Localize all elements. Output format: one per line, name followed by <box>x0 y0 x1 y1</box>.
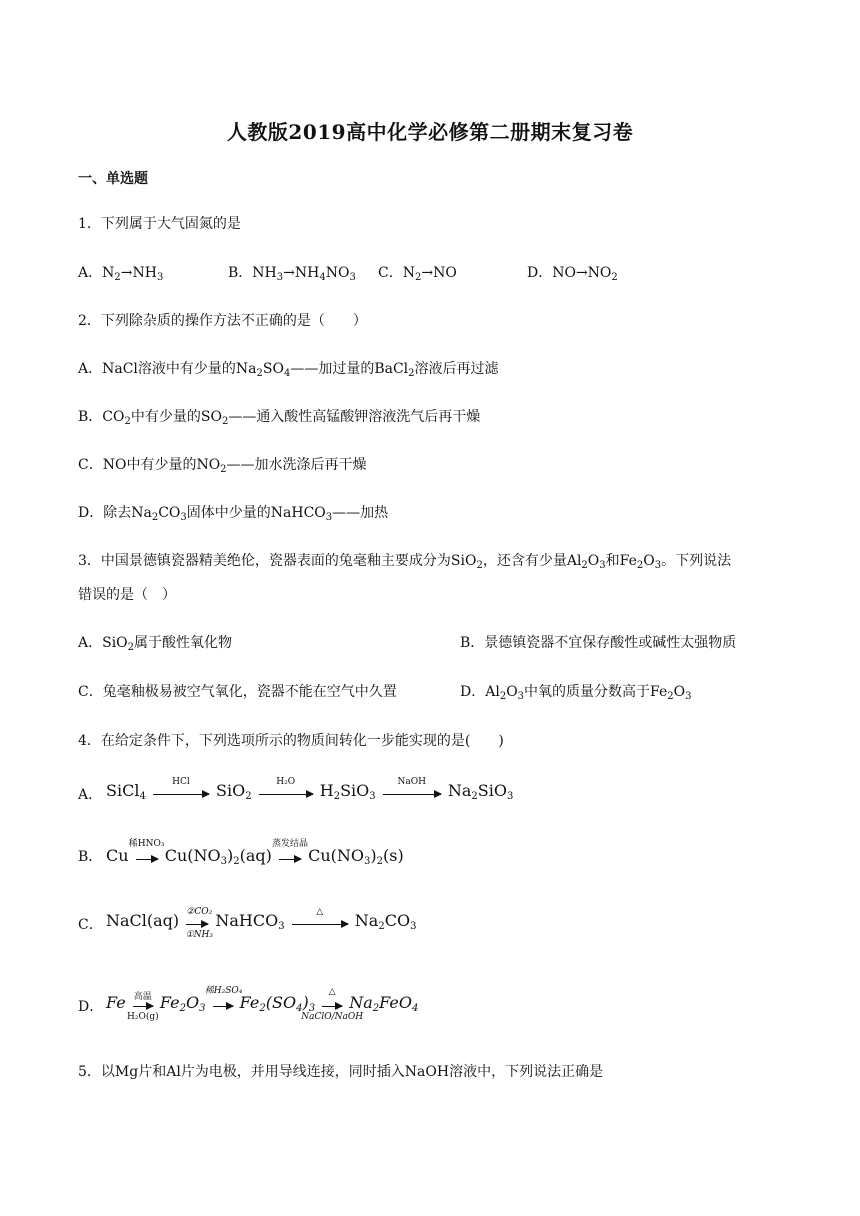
question-1-option-d[interactable]: D．$NO\to NO_2$ <box>527 265 618 283</box>
page-title: 人教版2019高中化学必修第二册期末复习卷 <box>226 120 634 144</box>
question-4-option-a-label[interactable]: A． <box>78 787 103 803</box>
question-1-stem: 1．下列属于大气固氮的是 <box>78 216 241 232</box>
question-1-option-c[interactable]: C．$N_2\to NO$ <box>378 265 457 283</box>
question-3-stem-line-1: 3．中国景德镇瓷器精美绝伦，瓷器表面的兔毫釉主要成分为SiO$_2$，还含有少量$Al_2O_3$和$Fe_2O_3$。下列说法 <box>78 553 732 571</box>
question-4-option-c-label[interactable]: C． <box>78 917 103 933</box>
question-3-option-d[interactable]: D．$Al_2O_3$中氧的质量分数高于$Fe_2O_3$ <box>460 684 692 702</box>
question-3-option-a[interactable]: A．SiO$_2$属于酸性氧化物 <box>78 635 233 653</box>
question-1-option-a[interactable]: A．$N_2\to NH_3$ <box>78 265 164 283</box>
question-4-option-d-label[interactable]: D． <box>78 999 104 1015</box>
question-4-option-b-label[interactable]: B． <box>78 849 103 865</box>
question-4-stem: 4．在给定条件下，下列选项所示的物质间转化一步能实现的是( ) <box>78 733 504 749</box>
question-1-option-b[interactable]: B．$NH_3\to NH_4NO_3$ <box>228 265 356 283</box>
question-2-option-c[interactable]: C．NO中有少量的$NO_2——$加水洗涤后再干燥 <box>78 457 367 475</box>
question-3-option-b[interactable]: B．景德镇瓷器不宜保存酸性或碱性太强物质 <box>460 635 737 651</box>
question-4-option-d-equation: Fe 高温 H₂O(g) $Fe_2O_3$ 稀H₂SO₄ $Fe_2(SO_4)_3$ △ NaClO/NaOH $Na_2FeO_4$ <box>106 986 419 1022</box>
question-2-option-b[interactable]: B．$CO_2$中有少量的$SO_2——$通入酸性高锰酸钾溶液洗气后再干燥 <box>78 409 481 427</box>
question-4-option-a-equation: SiCl$_4$ HCl SiO$_2$ H₂O $H_2SiO_3$ NaOH $Na_2SiO_3$ <box>106 777 514 802</box>
question-2-stem: 2．下列除杂质的操作方法不正确的是（ ） <box>78 313 367 329</box>
question-2-option-d[interactable]: D．除去$Na_2CO_3$固体中少量的NaHCO$_3$——加热 <box>78 505 389 523</box>
question-2-option-a[interactable]: A．NaCl溶液中有少量的$Na_2SO_4——$加过量的BaCl$_2$溶液后再过滤 <box>78 361 499 379</box>
question-4-option-b-equation: Cu 稀HNO₃ $Cu(NO_3)_2(aq)$ 蒸发结晶 $Cu(NO_3)_2(s)$ <box>106 839 404 867</box>
question-5-stem: 5．以Mg片和Al片为电极，并用导线连接，同时插入NaOH溶液中，下列说法正确是 <box>78 1064 604 1080</box>
question-4-option-c-equation: NaCl(aq) $\frac{\text{②CO₂}}{\text{①NH₃}}$ NaHCO$_3$ △ $Na_2CO_3$ <box>106 907 417 940</box>
question-3-option-c[interactable]: C．兔毫釉极易被空气氧化，瓷器不能在空气中久置 <box>78 684 397 700</box>
question-3-stem-line-2: 错误的是（ ） <box>78 587 176 603</box>
section-heading: 一、单选题 <box>78 171 148 187</box>
